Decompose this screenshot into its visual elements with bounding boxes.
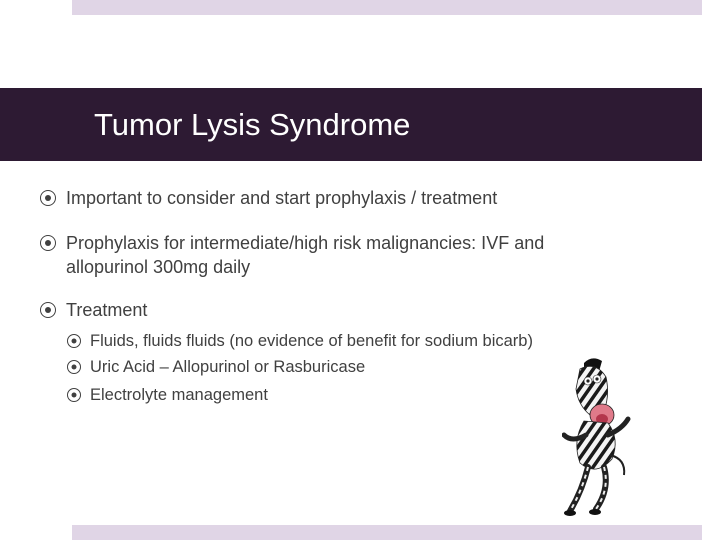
circle-bullet-icon	[40, 235, 56, 251]
sub-bullet-3-text: Electrolyte management	[90, 386, 268, 404]
bullet-1	[40, 186, 497, 210]
top-accent-strip	[72, 0, 702, 15]
bullet-2-line-1: Prophylaxis for intermediate/high risk malignancies: IVF and	[66, 233, 545, 253]
bullet-2-line-2: allopurinol 300mg daily	[66, 257, 251, 277]
bottom-accent-strip	[72, 525, 702, 540]
bullet-3-text: Treatment	[66, 300, 148, 320]
circle-bullet-icon	[67, 388, 81, 402]
sub-bullet-2-text: Uric Acid – Allopurinol or Rasburicase	[90, 358, 366, 376]
sub-bullet-1-text: Fluids, fluids fluids (no evidence of benefit for sodium bicarb)	[90, 332, 533, 350]
bullet-1-text: Important to consider and start prophylaxis / treatment	[66, 188, 498, 208]
bullet-2	[40, 231, 544, 279]
slide-title: Tumor Lysis Syndrome	[94, 107, 411, 142]
sub-bullet-2	[67, 356, 365, 378]
circle-bullet-icon	[67, 334, 81, 348]
circle-bullet-icon	[40, 190, 56, 206]
circle-bullet-icon	[40, 302, 56, 318]
bullet-3	[40, 298, 147, 322]
bullet-2-text	[66, 231, 544, 279]
sub-bullet-3	[67, 384, 268, 406]
zebra-image	[562, 355, 632, 521]
sub-bullet-1	[67, 330, 533, 352]
circle-bullet-icon	[67, 360, 81, 374]
